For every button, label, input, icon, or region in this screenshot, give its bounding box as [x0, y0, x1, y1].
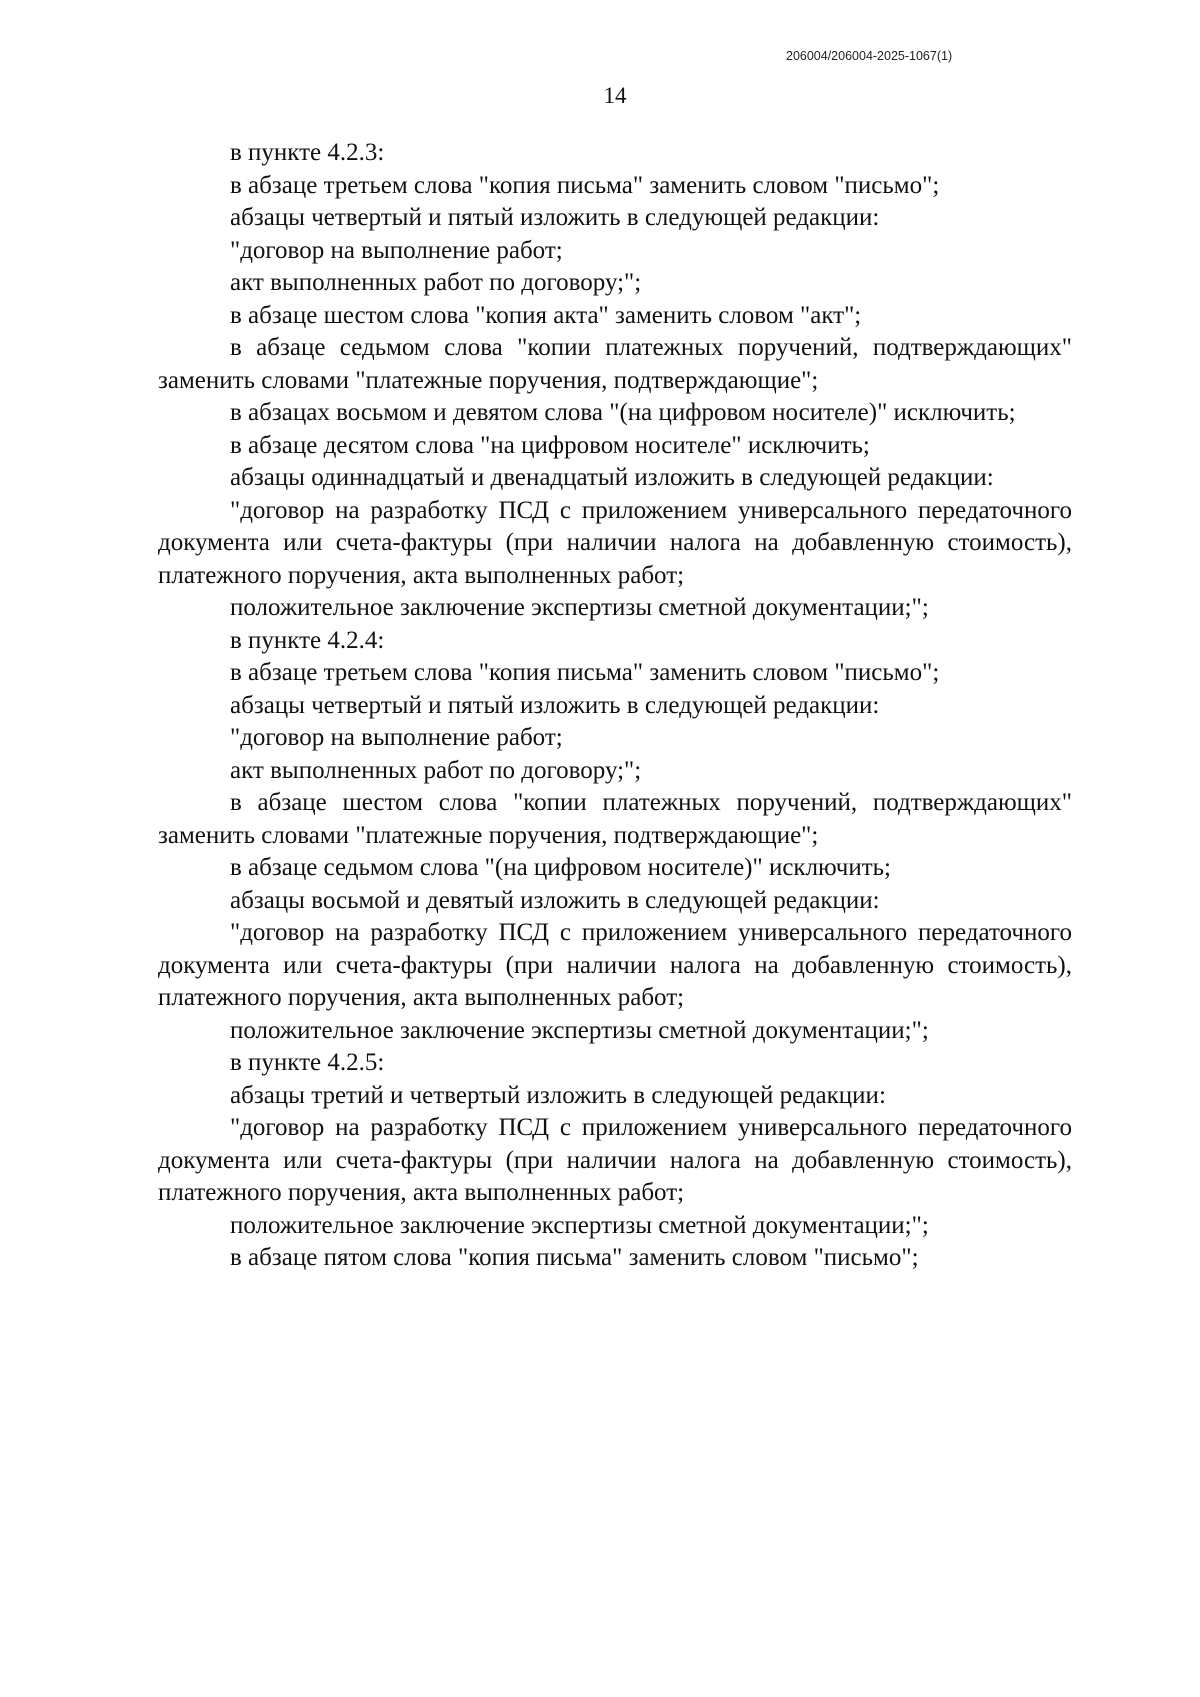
paragraph: в абзацах восьмом и девятом слова "(на цифровом носителе)" исключить;: [230, 399, 1016, 426]
paragraph: в абзаце шестом слова "копии платежных поручений, подтверждающих" заменить словами "платежные поручения, подтверждающие";: [158, 789, 1072, 849]
paragraph: абзацы четвертый и пятый изложить в следующей редакции:: [230, 204, 880, 231]
paragraph: в абзаце третьем слова "копия письма" заменить словом "письмо";: [230, 171, 940, 199]
paragraph: абзацы четвертый и пятый изложить в следующей редакции:: [230, 691, 880, 719]
paragraph: "договор на разработку ПСД с приложением универсального передаточного документа или счета-фактуры (при наличии налога на добавленную стоимость), платежного поручения, акта выполненных работ;: [158, 1114, 1072, 1206]
paragraph: "договор на выполнение работ;: [230, 724, 563, 751]
paragraph: в абзаце седьмом слова "(на цифровом носителе)" исключить;: [230, 854, 891, 881]
paragraph: в абзаце пятом слова "копия письма" заменить словом "письмо";: [230, 1244, 919, 1271]
paragraph: абзацы восьмой и девятый изложить в следующей редакции:: [230, 886, 880, 914]
paragraph: "договор на разработку ПСД с приложением универсального передаточного документа или счета-фактуры (при наличии налога на добавленную стоимость), платежного поручения, акта выполненных работ;: [158, 919, 1072, 1011]
paragraph: в пункте 4.2.4:: [230, 626, 385, 654]
paragraph: акт выполненных работ по договору;";: [230, 756, 642, 784]
paragraph: "договор на разработку ПСД с приложением универсального передаточного документа или счета-фактуры (при наличии налога на добавленную стоимость), платежного поручения, акта выполненных работ;: [158, 496, 1072, 589]
document-registration-number: 206004/206004-2025-1067(1): [786, 49, 953, 63]
paragraph: в абзаце десятом слова "на цифровом носителе" исключить;: [230, 431, 870, 459]
paragraph: "договор на выполнение работ;: [230, 236, 563, 264]
paragraph: положительное заключение экспертизы сметной документации;";: [230, 1016, 929, 1044]
paragraph: в пункте 4.2.5:: [230, 1049, 385, 1076]
paragraph: в абзаце третьем слова "копия письма" заменить словом "письмо";: [230, 659, 940, 686]
page-number: 14: [603, 83, 627, 108]
document-body: [158, 137, 1072, 1275]
paragraph: положительное заключение экспертизы сметной документации;";: [230, 594, 929, 621]
paragraph: в абзаце шестом слова "копия акта" заменить словом "акт";: [230, 301, 862, 329]
paragraph: положительное заключение экспертизы сметной документации;";: [230, 1211, 929, 1239]
paragraph: в пункте 4.2.3:: [230, 139, 385, 166]
paragraph: абзацы третий и четвертый изложить в следующей редакции:: [230, 1081, 886, 1109]
paragraph: абзацы одиннадцатый и двенадцатый изложить в следующей редакции:: [230, 464, 994, 491]
paragraph: акт выполненных работ по договору;";: [230, 269, 642, 296]
paragraph: в абзаце седьмом слова "копии платежных поручений, подтверждающих" заменить словами "платежные поручения, подтверждающие";: [158, 334, 1072, 394]
